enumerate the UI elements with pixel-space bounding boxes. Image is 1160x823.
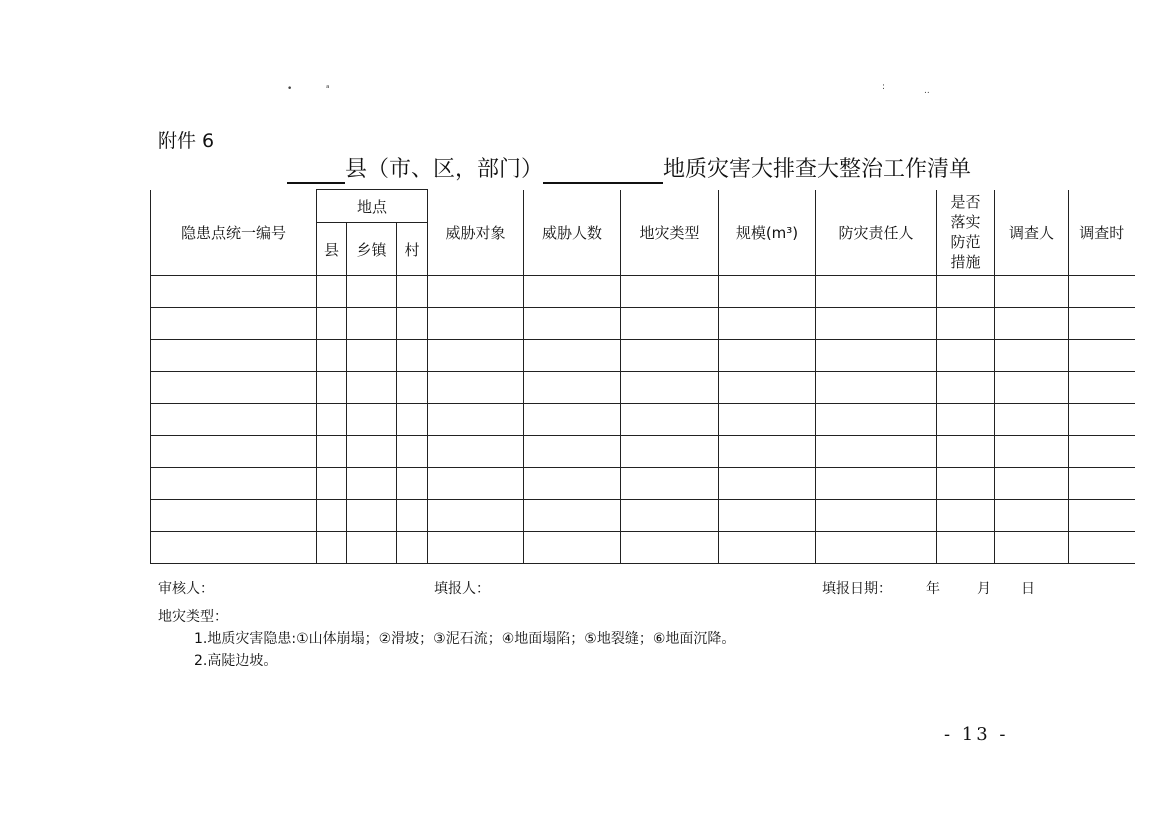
table-cell[interactable]	[524, 436, 621, 468]
table-cell[interactable]	[995, 404, 1069, 436]
table-cell[interactable]	[428, 436, 524, 468]
table-cell[interactable]	[1069, 276, 1135, 308]
table-cell[interactable]	[317, 468, 347, 500]
scan-speck: •	[287, 84, 293, 94]
table-cell[interactable]	[428, 500, 524, 532]
table-cell[interactable]	[524, 500, 621, 532]
fill-date-label: 填报日期：	[822, 581, 892, 597]
table-cell[interactable]	[347, 276, 397, 308]
table-cell[interactable]	[524, 468, 621, 500]
table-cell[interactable]	[317, 532, 347, 564]
title-part1: 县（市、区，部门）	[345, 157, 544, 182]
table-row	[151, 404, 1135, 436]
table-cell[interactable]	[428, 468, 524, 500]
table-cell[interactable]	[995, 308, 1069, 340]
header-location: 地点	[317, 190, 428, 223]
table-cell[interactable]	[428, 372, 524, 404]
table-cell[interactable]	[816, 404, 937, 436]
table-cell[interactable]	[719, 532, 816, 564]
header-disaster-type: 地灾类型	[621, 190, 719, 276]
table-cell[interactable]	[995, 532, 1069, 564]
reviewer-label: 审核人：	[158, 581, 214, 597]
attachment-label: 附件 6	[158, 130, 215, 152]
table-cell[interactable]	[397, 468, 428, 500]
scan-speck: ..	[924, 86, 930, 96]
table-cell[interactable]	[995, 500, 1069, 532]
table-row	[151, 436, 1135, 468]
table-cell[interactable]	[995, 372, 1069, 404]
table-cell[interactable]	[317, 372, 347, 404]
table-cell[interactable]	[524, 532, 621, 564]
table-cell[interactable]	[816, 436, 937, 468]
table-cell[interactable]	[937, 404, 995, 436]
header-measures-line: 落实	[950, 213, 981, 232]
header-threat-people: 威胁人数	[524, 190, 621, 276]
table-body	[151, 276, 1135, 564]
table-cell[interactable]	[719, 500, 816, 532]
table-cell[interactable]	[816, 276, 937, 308]
table-cell[interactable]	[937, 500, 995, 532]
table-cell[interactable]	[397, 404, 428, 436]
header-county: 县	[317, 223, 347, 276]
header-responsible: 防灾责任人	[816, 190, 937, 276]
table-cell[interactable]	[151, 468, 317, 500]
table-cell[interactable]	[397, 372, 428, 404]
table-cell[interactable]	[621, 500, 719, 532]
table-row	[151, 532, 1135, 564]
table-cell[interactable]	[937, 436, 995, 468]
table-cell[interactable]	[719, 308, 816, 340]
table-cell[interactable]	[151, 372, 317, 404]
department-blank[interactable]	[543, 154, 663, 184]
table-cell[interactable]	[937, 340, 995, 372]
table-cell[interactable]	[524, 308, 621, 340]
table-cell[interactable]	[151, 500, 317, 532]
header-measures-line: 措施	[950, 253, 981, 272]
table-cell[interactable]	[937, 276, 995, 308]
table-cell[interactable]	[719, 372, 816, 404]
table-cell[interactable]	[621, 308, 719, 340]
header-scale: 规模(m³)	[719, 190, 816, 276]
filler-label: 填报人：	[434, 581, 490, 597]
table-row	[151, 308, 1135, 340]
table-cell[interactable]	[816, 308, 937, 340]
table-cell[interactable]	[816, 340, 937, 372]
table-cell[interactable]	[317, 340, 347, 372]
month-label: 月	[977, 581, 991, 597]
table-cell[interactable]	[151, 436, 317, 468]
table-cell[interactable]	[995, 276, 1069, 308]
table-cell[interactable]	[719, 468, 816, 500]
table-cell[interactable]	[151, 308, 317, 340]
header-town: 乡镇	[347, 223, 397, 276]
table-cell[interactable]	[524, 372, 621, 404]
table-row	[151, 276, 1135, 308]
table-cell[interactable]	[428, 276, 524, 308]
table-cell[interactable]	[719, 404, 816, 436]
table-cell[interactable]	[317, 276, 347, 308]
table-cell[interactable]	[317, 500, 347, 532]
header-survey-time: 调查时	[1069, 190, 1135, 276]
table-cell[interactable]	[719, 436, 816, 468]
table-cell[interactable]	[347, 532, 397, 564]
table-cell[interactable]	[151, 276, 317, 308]
table-cell[interactable]	[524, 276, 621, 308]
table-cell[interactable]	[1069, 404, 1135, 436]
table-cell[interactable]	[397, 532, 428, 564]
table-row	[151, 500, 1135, 532]
table-row	[151, 372, 1135, 404]
table-cell[interactable]	[621, 436, 719, 468]
table-cell[interactable]	[317, 436, 347, 468]
header-measures-line: 是否	[950, 193, 981, 212]
title-part2: 地质灾害大排查大整治工作清单	[663, 157, 972, 182]
table-cell[interactable]	[347, 308, 397, 340]
table-cell[interactable]	[524, 404, 621, 436]
table-cell[interactable]	[428, 308, 524, 340]
table-cell[interactable]	[1069, 372, 1135, 404]
table-cell[interactable]	[995, 340, 1069, 372]
table-row	[151, 340, 1135, 372]
table-cell[interactable]	[937, 372, 995, 404]
table-cell[interactable]	[719, 276, 816, 308]
table-cell[interactable]	[1069, 308, 1135, 340]
header-measures	[937, 190, 995, 276]
table-cell[interactable]	[719, 340, 816, 372]
table-cell[interactable]	[995, 468, 1069, 500]
header-threat-object: 威胁对象	[428, 190, 524, 276]
table-cell[interactable]	[816, 468, 937, 500]
table-cell[interactable]	[347, 500, 397, 532]
inspection-table	[150, 189, 1135, 564]
table-cell[interactable]	[816, 532, 937, 564]
table-cell[interactable]	[524, 340, 621, 372]
table-cell[interactable]	[347, 404, 397, 436]
table-cell[interactable]	[1069, 468, 1135, 500]
table-cell[interactable]	[621, 372, 719, 404]
table-cell[interactable]	[1069, 500, 1135, 532]
table-cell[interactable]	[347, 436, 397, 468]
table-cell[interactable]	[397, 500, 428, 532]
table-cell[interactable]	[621, 532, 719, 564]
table-cell[interactable]	[428, 404, 524, 436]
table-cell[interactable]	[816, 500, 937, 532]
table-cell[interactable]	[621, 404, 719, 436]
day-label: 日	[1021, 581, 1035, 597]
table-cell[interactable]	[397, 340, 428, 372]
table-cell[interactable]	[397, 436, 428, 468]
table-cell[interactable]	[937, 468, 995, 500]
table-cell[interactable]	[1069, 340, 1135, 372]
table-cell[interactable]	[317, 308, 347, 340]
table-cell[interactable]	[347, 372, 397, 404]
table-cell[interactable]	[621, 276, 719, 308]
table-cell[interactable]	[816, 372, 937, 404]
notes-item-2: 2.高陡边坡。	[194, 653, 278, 669]
table-cell[interactable]	[151, 532, 317, 564]
table-cell[interactable]	[151, 340, 317, 372]
document-title	[287, 154, 971, 184]
table-cell[interactable]	[347, 340, 397, 372]
table-cell[interactable]	[428, 532, 524, 564]
table-cell[interactable]	[995, 436, 1069, 468]
table-cell[interactable]	[428, 340, 524, 372]
header-measures-line: 防范	[950, 233, 981, 252]
header-village: 村	[397, 223, 428, 276]
page-number: - 13 -	[944, 724, 1009, 745]
table-cell[interactable]	[347, 468, 397, 500]
scan-speck: :	[882, 82, 886, 92]
table-cell[interactable]	[621, 468, 719, 500]
year-label: 年	[926, 581, 940, 597]
notes-heading: 地灾类型：	[158, 609, 228, 625]
table-cell[interactable]	[397, 308, 428, 340]
table-cell[interactable]	[1069, 436, 1135, 468]
table-cell[interactable]	[151, 404, 317, 436]
disaster-type-notes	[158, 606, 735, 672]
county-blank[interactable]	[287, 154, 345, 184]
header-investigator: 调查人	[995, 190, 1069, 276]
header-id: 隐患点统一编号	[151, 190, 317, 276]
notes-item-1: 1.地质灾害隐患:①山体崩塌；②滑坡；③泥石流；④地面塌陷；⑤地裂缝；⑥地面沉降。	[194, 631, 736, 647]
table-row	[151, 468, 1135, 500]
table-cell[interactable]	[1069, 532, 1135, 564]
table-cell[interactable]	[397, 276, 428, 308]
table-cell[interactable]	[937, 532, 995, 564]
table-cell[interactable]	[937, 308, 995, 340]
scan-speck: ᵃ	[326, 84, 330, 94]
table-cell[interactable]	[317, 404, 347, 436]
table-cell[interactable]	[621, 340, 719, 372]
